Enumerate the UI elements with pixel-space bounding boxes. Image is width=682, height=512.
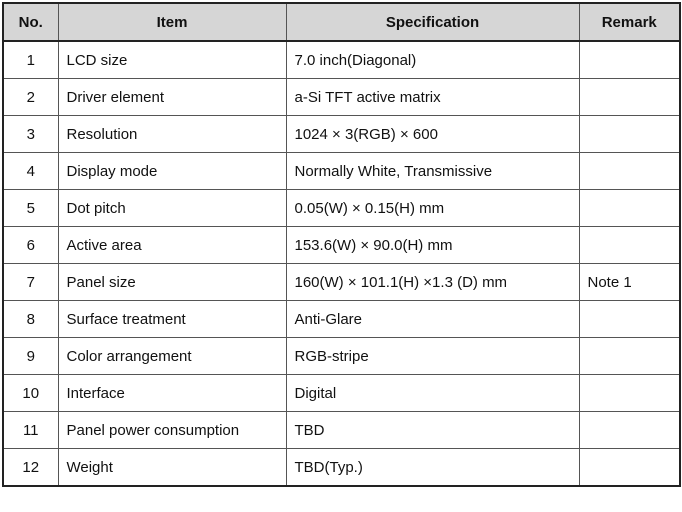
row-number: 2: [3, 79, 58, 116]
item-name: Interface: [58, 375, 286, 412]
header-item: Item: [58, 3, 286, 41]
item-name: Driver element: [58, 79, 286, 116]
specification-value: a-Si TFT active matrix: [286, 79, 579, 116]
header-no: No.: [3, 3, 58, 41]
table-header: [3, 3, 680, 41]
row-number: 12: [3, 449, 58, 487]
item-name: Weight: [58, 449, 286, 487]
specification-value: TBD: [286, 412, 579, 449]
table-row: [3, 338, 680, 375]
remark-value: [579, 338, 680, 375]
row-number: 9: [3, 338, 58, 375]
table-row: [3, 301, 680, 338]
specification-value: RGB-stripe: [286, 338, 579, 375]
row-number: 3: [3, 116, 58, 153]
specification-value: 1024 × 3(RGB) × 600: [286, 116, 579, 153]
header-specification: Specification: [286, 3, 579, 41]
specification-table: [2, 2, 681, 487]
remark-value: [579, 41, 680, 79]
remark-value: [579, 79, 680, 116]
item-name: Active area: [58, 227, 286, 264]
specification-value: 153.6(W) × 90.0(H) mm: [286, 227, 579, 264]
remark-value: [579, 227, 680, 264]
table-row: [3, 449, 680, 487]
remark-value: [579, 412, 680, 449]
header-row: [3, 3, 680, 41]
item-name: Dot pitch: [58, 190, 286, 227]
table-row: [3, 190, 680, 227]
table-row: [3, 264, 680, 301]
row-number: 5: [3, 190, 58, 227]
remark-value: [579, 190, 680, 227]
table-row: [3, 79, 680, 116]
item-name: Color arrangement: [58, 338, 286, 375]
item-name: Resolution: [58, 116, 286, 153]
remark-value: [579, 449, 680, 487]
remark-value: [579, 375, 680, 412]
specification-value: 160(W) × 101.1(H) ×1.3 (D) mm: [286, 264, 579, 301]
specification-value: Anti-Glare: [286, 301, 579, 338]
item-name: LCD size: [58, 41, 286, 79]
table-row: [3, 227, 680, 264]
table-row: [3, 375, 680, 412]
table-row: [3, 116, 680, 153]
remark-value: [579, 153, 680, 190]
row-number: 6: [3, 227, 58, 264]
specification-value: TBD(Typ.): [286, 449, 579, 487]
specification-value: Normally White, Transmissive: [286, 153, 579, 190]
table-body: [3, 41, 680, 486]
table-row: [3, 41, 680, 79]
table-row: [3, 153, 680, 190]
row-number: 1: [3, 41, 58, 79]
row-number: 8: [3, 301, 58, 338]
row-number: 7: [3, 264, 58, 301]
row-number: 10: [3, 375, 58, 412]
row-number: 11: [3, 412, 58, 449]
row-number: 4: [3, 153, 58, 190]
remark-value: Note 1: [579, 264, 680, 301]
item-name: Display mode: [58, 153, 286, 190]
specification-value: 0.05(W) × 0.15(H) mm: [286, 190, 579, 227]
item-name: Surface treatment: [58, 301, 286, 338]
specification-value: Digital: [286, 375, 579, 412]
remark-value: [579, 116, 680, 153]
item-name: Panel power consumption: [58, 412, 286, 449]
item-name: Panel size: [58, 264, 286, 301]
header-remark: Remark: [579, 3, 680, 41]
specification-value: 7.0 inch(Diagonal): [286, 41, 579, 79]
remark-value: [579, 301, 680, 338]
table-row: [3, 412, 680, 449]
